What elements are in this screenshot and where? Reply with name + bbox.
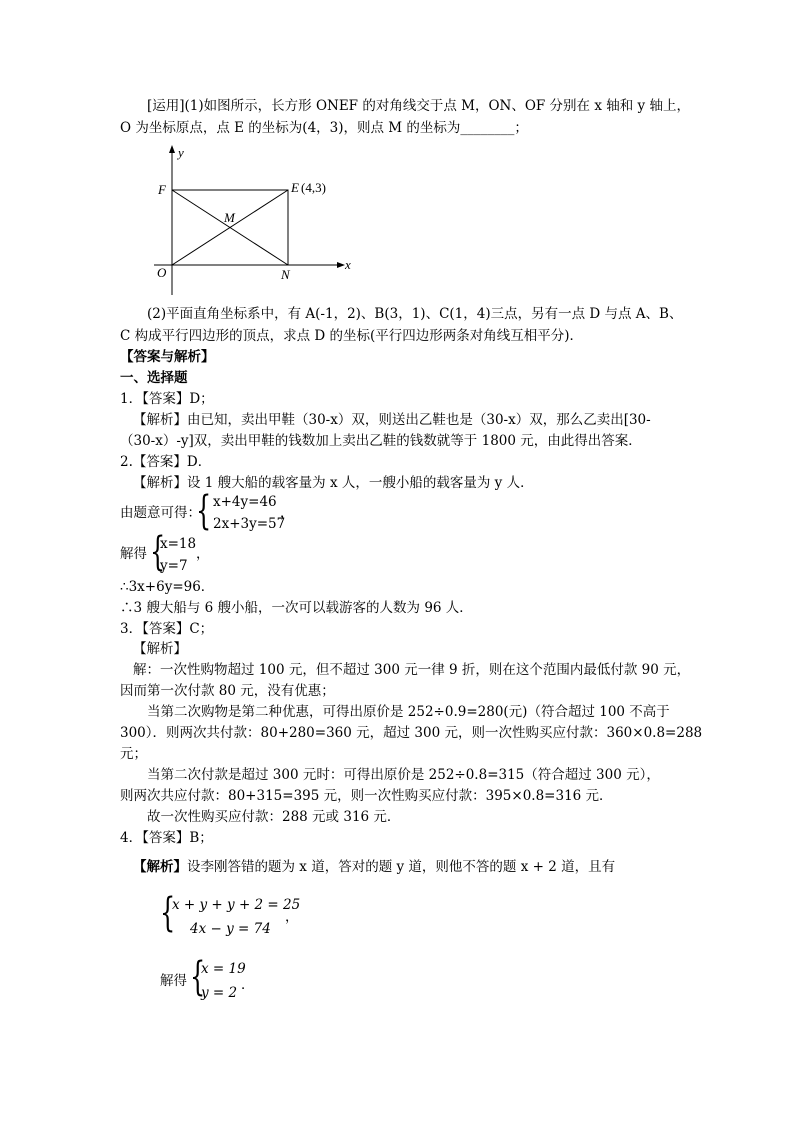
section-choice: 一、选择题 [120, 370, 188, 386]
q4-analysis-text: 设李刚答错的题为 x 道，答对的题 y 道，则他不答的题 x + 2 道，且有 [187, 859, 616, 875]
q2-sol-brace: { [150, 529, 166, 575]
q2-brace: { [196, 488, 212, 534]
q3-line-8: 故一次性购买应付款：288 元或 316 元． [147, 809, 401, 825]
q3-line-7: 则两次共应付款：80+315=395 元，则一次性购买应付款：395×0.8=316 元． [120, 788, 613, 804]
q2-system-label: 由题意可得： [120, 505, 201, 521]
q3-line-2: 因而第一次付款 80 元，没有优惠； [120, 683, 335, 699]
q3-line-5: 元； [120, 746, 147, 762]
q4-solve-label: 解得 [160, 973, 187, 989]
problem-line-2: O 为坐标原点，点 E 的坐标为(4，3)，则点 M 的坐标为________； [120, 120, 528, 136]
q2-comma: ， [280, 505, 294, 521]
q3-tag: 【解析】 [133, 641, 187, 657]
q1-analysis-2: （30-x）-y]双，卖出甲鞋的钱数加上卖出乙鞋的钱数就等于 1800 元，由此得出答案． [120, 433, 642, 449]
q2-sol2: y=7 [160, 558, 188, 574]
y-axis-arrow [169, 145, 175, 153]
problem-line-4: C 构成平行四边形的顶点，求点 D 的坐标(平行四边形两条对角线互相平分)． [120, 328, 584, 344]
q4-sol2: y = 2 [201, 985, 238, 1001]
label-n: N [281, 267, 290, 282]
q3-line-4: 300）．则两次共付款：80+280=360 元，超过 300 元，则一次性购买应付款：360×0.8=288 [120, 725, 703, 741]
q2-comma2: ， [196, 546, 210, 562]
y-label: y [178, 145, 184, 160]
q4-sol1: x = 19 [201, 961, 246, 977]
problem-line-1: [运用](1)如图所示，长方形 ONEF 的对角线交于点 M，ON、OF 分别在 x 轴和 y 轴上， [147, 98, 690, 114]
q2-solve-label: 解得 [120, 546, 147, 562]
q1-answer: 1．【答案】D； [120, 391, 214, 407]
q2-line-1: ∴3x+6y=96． [120, 579, 215, 595]
q2-line-2: ∴3 艘大船与 6 艘小船，一次可以载游客的人数为 96 人． [120, 600, 473, 616]
q3-line-6: 当第二次付款是超过 300 元时：可得出原价是 252÷0.8=315（符合超过 300 元）， [147, 767, 660, 783]
q2-sol1: x=18 [160, 536, 197, 552]
label-f: F [158, 182, 166, 197]
label-m: M [224, 210, 235, 225]
q2-answer: 2.【答案】D． [120, 454, 212, 470]
q2-eq1: x+4y=46 [213, 494, 277, 510]
coordinate-figure [140, 142, 360, 297]
q1-analysis-1: 【解析】由已知，卖出甲鞋（30-x）双，则送出乙鞋也是（30-x）双，那么乙卖出[30- [133, 412, 651, 428]
q4-sol-brace: { [190, 954, 206, 1000]
problem-line-3: (2)平面直角坐标系中，有 A(-1，2)、B(3，1)、C(1，4)三点，另有一点 D 与点 A、B、 [147, 306, 683, 322]
q4-dot: ． [241, 977, 255, 993]
label-o: O [157, 265, 167, 280]
q3-line-1: 解：一次性购物超过 100 元，但不超过 300 元一律 9 折，则在这个范围内最低付款 90 元， [133, 662, 691, 678]
q4-eq1: x + y + y + 2 = 25 [172, 897, 301, 913]
q4-analysis-tag: 【解析】 [133, 859, 187, 875]
q3-line-3: 当第二次购物是第二种优惠，可得出原价是 252÷0.9=280(元)（符合超过 100 不高于 [147, 704, 670, 720]
q4-comma: ， [285, 909, 299, 925]
x-label: x [345, 257, 351, 272]
label-e-coord: (4,3) [301, 180, 326, 195]
q2-eq2: 2x+3y=57 [213, 516, 286, 532]
q4-eq2: 4x − y = 74 [190, 921, 271, 937]
q4-answer: 4．【答案】B； [120, 830, 213, 846]
q4-brace: { [160, 890, 176, 936]
x-axis-arrow [337, 262, 345, 268]
q4-analysis-1 [133, 858, 615, 876]
label-e: E [291, 180, 299, 195]
q3-answer: 3．【答案】C； [120, 621, 214, 637]
q2-analysis-1: 【解析】设 1 艘大船的载客量为 x 人，一艘小船的载客量为 y 人． [133, 475, 534, 491]
answer-heading: 【答案与解析】 [120, 349, 215, 365]
